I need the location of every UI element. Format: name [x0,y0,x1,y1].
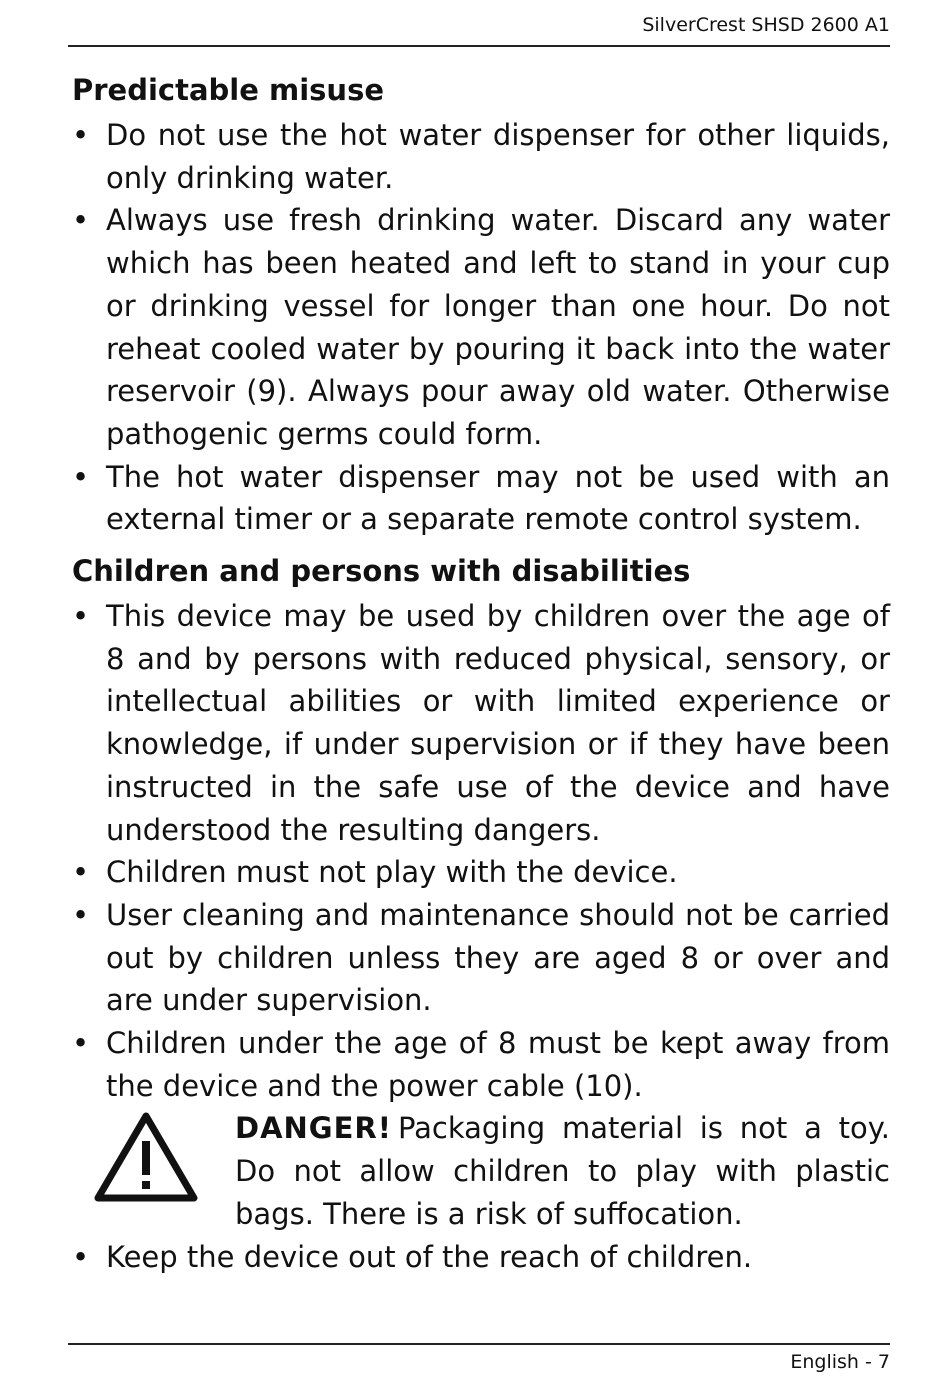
danger-label: DANGER! [235,1111,392,1146]
section-children-disabilities [72,547,890,1278]
list-item: • User cleaning and maintenance should not be carried out by children unless they are aged 8 or over and are under supervision. [72,894,890,1022]
page-header [68,10,890,47]
page-content [72,66,890,1278]
bullet-icon: • [72,1026,90,1061]
list-item: • Always use fresh drinking water. Discard any water which has been heated and left to stand in your cup or drinking vessel for longer than one hour. Do not reheat cooled water by pouring it back into the water reservoir (9). Always pour away old water. Otherwise pathogenic germs could form. [72,199,890,455]
section-title: Predictable misuse [72,73,385,107]
list-item: • Do not use the hot water dispenser for other liquids, only drinking water. [72,114,890,199]
list-item: • Children under the age of 8 must be kept away from the device and the power cable (10). [72,1022,890,1107]
list-item: • The hot water dispenser may not be used with an external timer or a separate remote control system. [72,456,890,541]
danger-text: Packaging material is not a toy. Do not allow children to play with plastic bags. There is a risk of suffocation. [235,1111,890,1231]
danger-warning [72,1107,890,1235]
bullet-list [72,114,890,541]
bullet-icon: • [72,459,90,494]
warning-triangle-icon [94,1111,198,1203]
section-title: Children and persons with disabilities [72,554,691,589]
bullet-icon: • [72,1239,90,1274]
list-item: • Keep the device out of the reach of children. [72,1236,890,1279]
bullet-icon: • [72,855,90,890]
bullet-list [72,1236,890,1279]
list-item: • Children must not play with the device. [72,851,890,894]
bullet-list [72,595,890,1107]
page-number: English - 7 [790,1351,890,1373]
bullet-icon: • [72,897,90,932]
list-item: • This device may be used by children over the age of 8 and by persons with reduced physical, sensory, or intellectual abilities or with limited experience or knowledge, if under supervision or if they have been instructed in the safe use of the device and have understood the resulting dangers. [72,595,890,851]
bullet-icon: • [72,203,90,238]
product-name: SilverCrest SHSD 2600 A1 [642,14,890,36]
section-predictable-misuse [72,66,890,541]
bullet-icon: • [72,599,90,634]
bullet-icon: • [72,118,90,152]
